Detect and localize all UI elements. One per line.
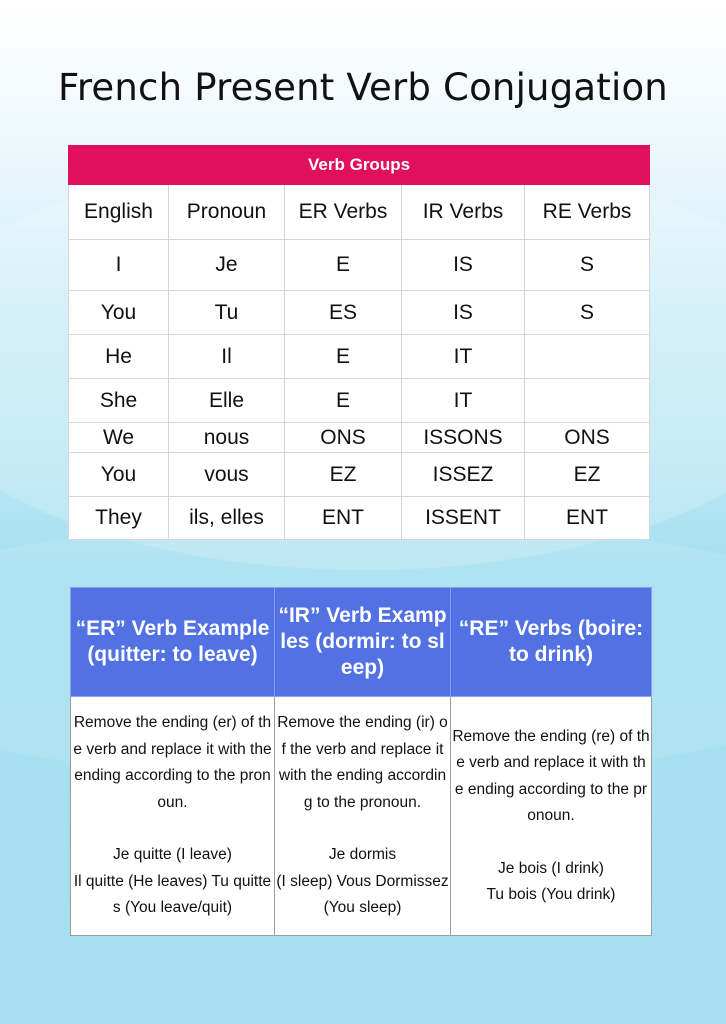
table-cell: ISSONS [402,423,525,453]
page-title: French Present Verb Conjugation [58,66,668,109]
table-cell: nous [169,423,285,453]
column-header: Pronoun [169,185,285,240]
examples-table [70,587,652,936]
table-cell: E [285,240,402,291]
table-row [69,379,650,423]
table-cell: E [285,335,402,379]
table-cell: IS [402,291,525,335]
table-cell: ONS [285,423,402,453]
table-cell: They [69,497,169,540]
table-cell: IT [402,335,525,379]
table-row [69,291,650,335]
conjugation-table [68,145,650,540]
table-cell: He [69,335,169,379]
table-cell: You [69,453,169,497]
table-cell: S [525,291,650,335]
table-cell: ISSENT [402,497,525,540]
table-cell: You [69,291,169,335]
table-cell: ENT [285,497,402,540]
table-cell: IS [402,240,525,291]
table-row [69,335,650,379]
re-example-cell [451,697,652,936]
column-header: RE Verbs [525,185,650,240]
column-header: IR Verbs [402,185,525,240]
table-cell: IT [402,379,525,423]
table-cell: ES [285,291,402,335]
er-description: Remove the ending (er) of the verb and replace it with the ending according to the pronoun. [73,714,272,811]
table-cell: S [525,240,650,291]
table-cell: ISSEZ [402,453,525,497]
er-example-cell [71,697,275,936]
examples-header-row [71,588,652,697]
table-cell: ONS [525,423,650,453]
examples-body-row [71,697,652,936]
ir-description: Remove the ending (ir) of the verb and replace it with the ending according to the pronoun. [277,714,448,811]
table-row [69,497,650,540]
table-row [69,423,650,453]
table-header-row [69,185,650,240]
table-cell: vous [169,453,285,497]
table-cell: Tu [169,291,285,335]
table-cell: Elle [169,379,285,423]
table-cell: I [69,240,169,291]
table-cell: She [69,379,169,423]
table-cell: ENT [525,497,650,540]
column-header: ER Verbs [285,185,402,240]
table-cell: EZ [285,453,402,497]
re-description: Remove the ending (re) of the verb and replace it with the ending according to the pronoun. [452,727,650,824]
table-cell: ils, elles [169,497,285,540]
re-example-header: “RE” Verbs (boire: to drink) [451,588,652,697]
table-row [69,453,650,497]
ir-examples: Je dormis (I sleep) Vous Dormissez (You sleep) [276,846,449,917]
column-header: English [69,185,169,240]
er-examples: Je quitte (I leave) Il quitte (He leaves) Tu quittes (You leave/quit) [73,846,272,917]
re-examples: Je bois (I drink) Tu bois (You drink) [486,859,616,903]
verb-groups-header: Verb Groups [69,146,650,185]
ir-example-header: “IR” Verb Examples (dormir: to sleep) [275,588,451,697]
table-row [69,240,650,291]
table-cell: Il [169,335,285,379]
table-cell: EZ [525,453,650,497]
table-cell: E [285,379,402,423]
table-cell [525,335,650,379]
er-example-header: “ER” Verb Example (quitter: to leave) [71,588,275,697]
table-cell: We [69,423,169,453]
table-cell [525,379,650,423]
table-cell: Je [169,240,285,291]
ir-example-cell [275,697,451,936]
